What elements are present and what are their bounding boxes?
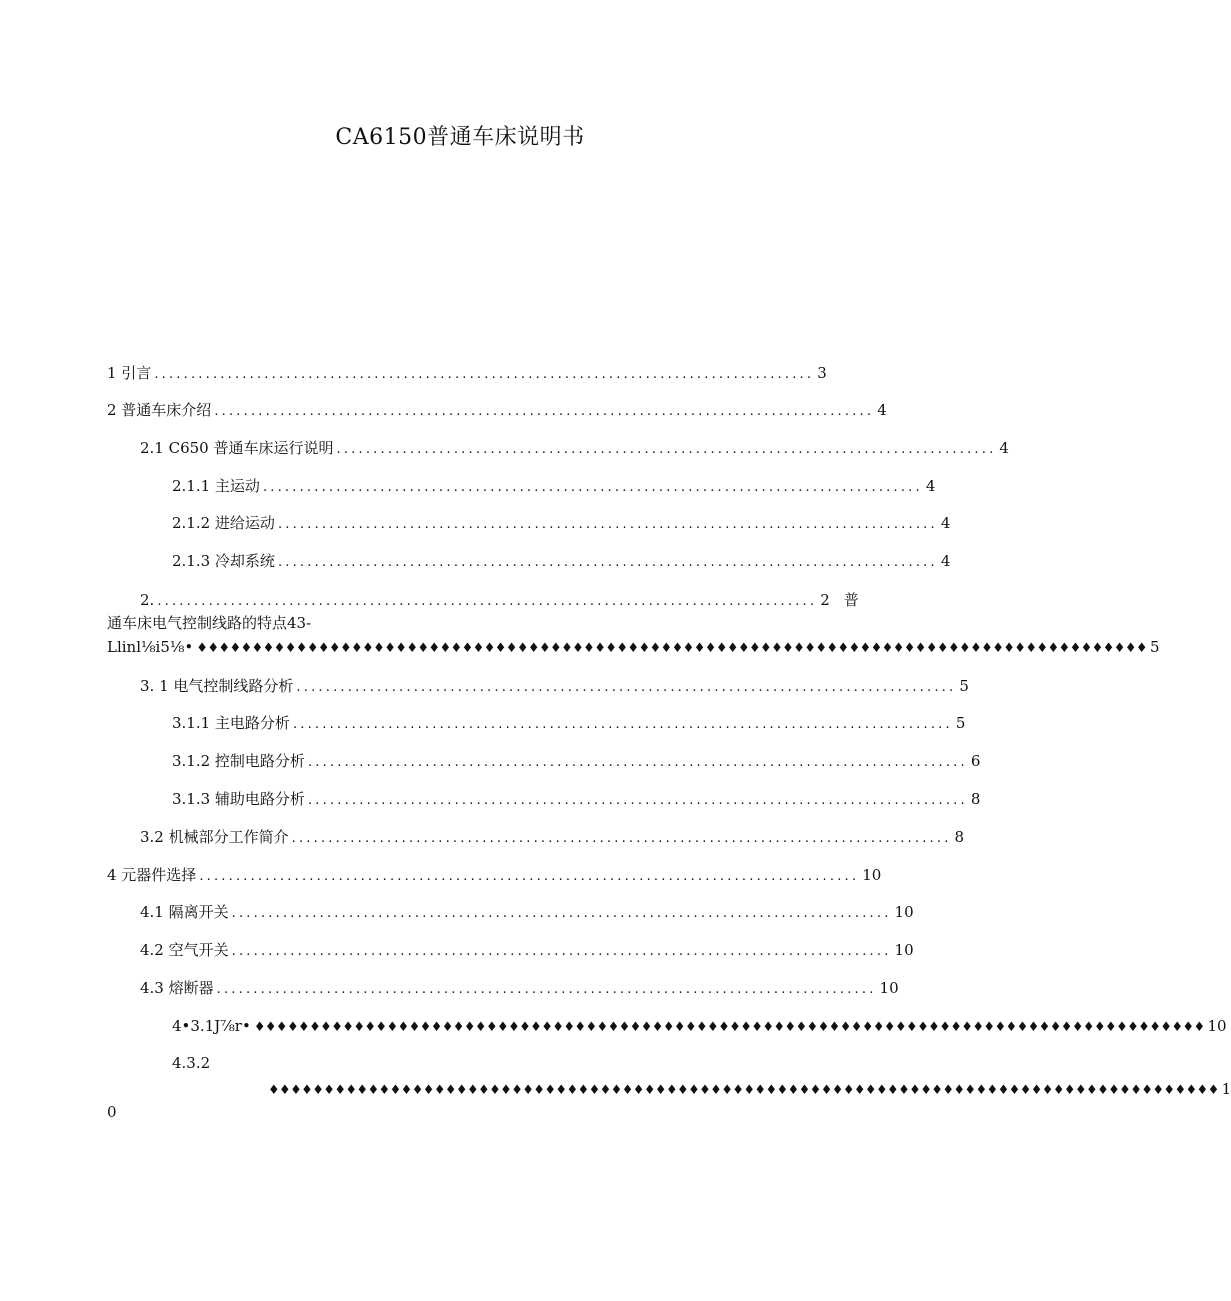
toc-leader: .......................................................................................... bbox=[214, 404, 875, 419]
toc-page: 4 bbox=[925, 477, 936, 495]
document-title: CA6150普通车床说明书 bbox=[335, 125, 585, 150]
toc-leader: .......................................................................................... bbox=[154, 367, 815, 382]
toc-entry[interactable] bbox=[107, 362, 827, 384]
toc-page: 5 bbox=[959, 677, 969, 695]
toc-leader: .......................................................................................... bbox=[307, 793, 968, 808]
toc-entry[interactable] bbox=[107, 864, 882, 886]
toc-page: 3 bbox=[817, 364, 827, 382]
toc-entry[interactable] bbox=[172, 512, 951, 534]
toc-page: 5 bbox=[955, 714, 966, 732]
toc-label: 2.1.3 冷却系统 bbox=[172, 552, 275, 570]
toc-leader: .......................................................................................... bbox=[231, 906, 892, 921]
toc-entry[interactable] bbox=[172, 788, 981, 810]
toc-page: 10 bbox=[879, 979, 899, 997]
toc-label: 3.1.1 主电路分析 bbox=[172, 714, 290, 732]
toc-page: 8 bbox=[970, 790, 981, 808]
toc-entry[interactable] bbox=[140, 939, 914, 961]
toc-garbled-leader: ♦♦♦♦♦♦♦♦♦♦♦♦♦♦♦♦♦♦♦♦♦♦♦♦♦♦♦♦♦♦♦♦♦♦♦♦♦♦♦♦♦♦♦♦♦♦♦♦♦♦♦♦♦♦♦♦♦♦♦♦♦♦♦♦♦♦♦♦♦♦♦♦♦♦♦♦♦♦♦♦♦♦♦♦♦♦ bbox=[268, 1083, 1219, 1098]
toc-garbled-entry[interactable] bbox=[172, 1015, 1227, 1037]
toc-leader: .......................................................................................... bbox=[231, 944, 892, 959]
toc-entry[interactable] bbox=[140, 826, 965, 848]
toc-entry[interactable] bbox=[107, 399, 887, 421]
toc-leader: .......................................................................................... bbox=[199, 869, 860, 884]
toc-leader: .......................................................................................... bbox=[262, 480, 923, 495]
toc-page: 10 bbox=[862, 866, 882, 884]
toc-label: 4.2 空气开关 bbox=[140, 941, 229, 959]
toc-leader: .......................................................................................... bbox=[216, 982, 877, 997]
toc-garbled-leader: ♦♦♦♦♦♦♦♦♦♦♦♦♦♦♦♦♦♦♦♦♦♦♦♦♦♦♦♦♦♦♦♦♦♦♦♦♦♦♦♦♦♦♦♦♦♦♦♦♦♦♦♦♦♦♦♦♦♦♦♦♦♦♦♦♦♦♦♦♦♦♦♦♦♦♦♦♦♦♦♦♦♦♦♦♦♦ bbox=[196, 641, 1147, 656]
toc-label: 3.1.3 辅助电路分析 bbox=[172, 790, 305, 808]
toc-page: 8 bbox=[954, 828, 965, 846]
toc-leader: .......................................................................................... bbox=[291, 831, 952, 846]
toc-broken-line: 通车床电气控制线路的特点43- bbox=[107, 614, 312, 632]
toc-page: 10 bbox=[1207, 1017, 1227, 1035]
toc-label: 2.1.1 主运动 bbox=[172, 477, 260, 495]
toc-page: 2 bbox=[820, 591, 830, 609]
toc-page: 10 bbox=[894, 903, 914, 921]
toc-label: 3. 1 电气控制线路分析 bbox=[140, 677, 294, 695]
toc-label: 4.1 隔离开关 bbox=[140, 903, 229, 921]
toc-leader: .......................................................................................... bbox=[277, 555, 938, 570]
toc-wrapped-page: 0 bbox=[107, 1103, 117, 1121]
toc-entry[interactable] bbox=[140, 901, 914, 923]
toc-label: 2 普通车床介绍 bbox=[107, 401, 212, 419]
toc-page: 4 bbox=[877, 401, 887, 419]
toc-page: 1 bbox=[1221, 1080, 1231, 1098]
toc-entry[interactable] bbox=[172, 712, 966, 734]
toc-leader: .......................................................................................... bbox=[307, 755, 968, 770]
toc-garbled-entry[interactable] bbox=[268, 1078, 1231, 1100]
toc-page: 4 bbox=[940, 514, 951, 532]
toc-leader: .......................................................................................... bbox=[277, 517, 938, 532]
toc-label: 3.2 机械部分工作简介 bbox=[140, 828, 289, 846]
toc-page: 5 bbox=[1149, 638, 1160, 656]
toc-entry[interactable] bbox=[172, 550, 951, 572]
toc-label: 4.3 熔断器 bbox=[140, 979, 214, 997]
toc-continuation: 普 bbox=[843, 591, 859, 609]
toc-entry-number: 4.3.2 bbox=[172, 1054, 211, 1072]
toc-page: 10 bbox=[894, 941, 914, 959]
toc-page: 6 bbox=[970, 752, 981, 770]
toc-page: 4 bbox=[999, 439, 1009, 457]
toc-entry[interactable] bbox=[140, 589, 859, 611]
toc-leader: .......................................................................................... bbox=[292, 717, 953, 732]
toc-garbled-entry[interactable] bbox=[107, 636, 1160, 658]
toc-label: 4 元器件选择 bbox=[107, 866, 197, 884]
toc-label: 1 引言 bbox=[107, 364, 152, 382]
toc-entry[interactable] bbox=[172, 750, 981, 772]
toc-leader: .......................................................................................... bbox=[296, 680, 957, 695]
toc-entry[interactable] bbox=[140, 437, 1009, 459]
toc-garbled-label: Llinl⅛i5⅛• bbox=[107, 638, 194, 656]
toc-page: 4 bbox=[940, 552, 951, 570]
toc-entry[interactable] bbox=[140, 675, 969, 697]
toc-garbled-label: 4•3.1J⅞r• bbox=[172, 1017, 251, 1035]
toc-garbled-leader: ♦♦♦♦♦♦♦♦♦♦♦♦♦♦♦♦♦♦♦♦♦♦♦♦♦♦♦♦♦♦♦♦♦♦♦♦♦♦♦♦♦♦♦♦♦♦♦♦♦♦♦♦♦♦♦♦♦♦♦♦♦♦♦♦♦♦♦♦♦♦♦♦♦♦♦♦♦♦♦♦♦♦♦♦♦♦ bbox=[253, 1020, 1205, 1035]
toc-label: 2.1.2 进给运动 bbox=[172, 514, 275, 532]
toc-leader: .......................................................................................... bbox=[336, 442, 997, 457]
toc-leader: .......................................................................................... bbox=[157, 594, 818, 609]
toc-entry[interactable] bbox=[172, 475, 936, 497]
toc-label: 2. bbox=[140, 591, 155, 609]
toc-label: 2.1 C650 普通车床运行说明 bbox=[140, 439, 334, 457]
toc-label: 3.1.2 控制电路分析 bbox=[172, 752, 305, 770]
toc-entry[interactable] bbox=[140, 977, 899, 999]
